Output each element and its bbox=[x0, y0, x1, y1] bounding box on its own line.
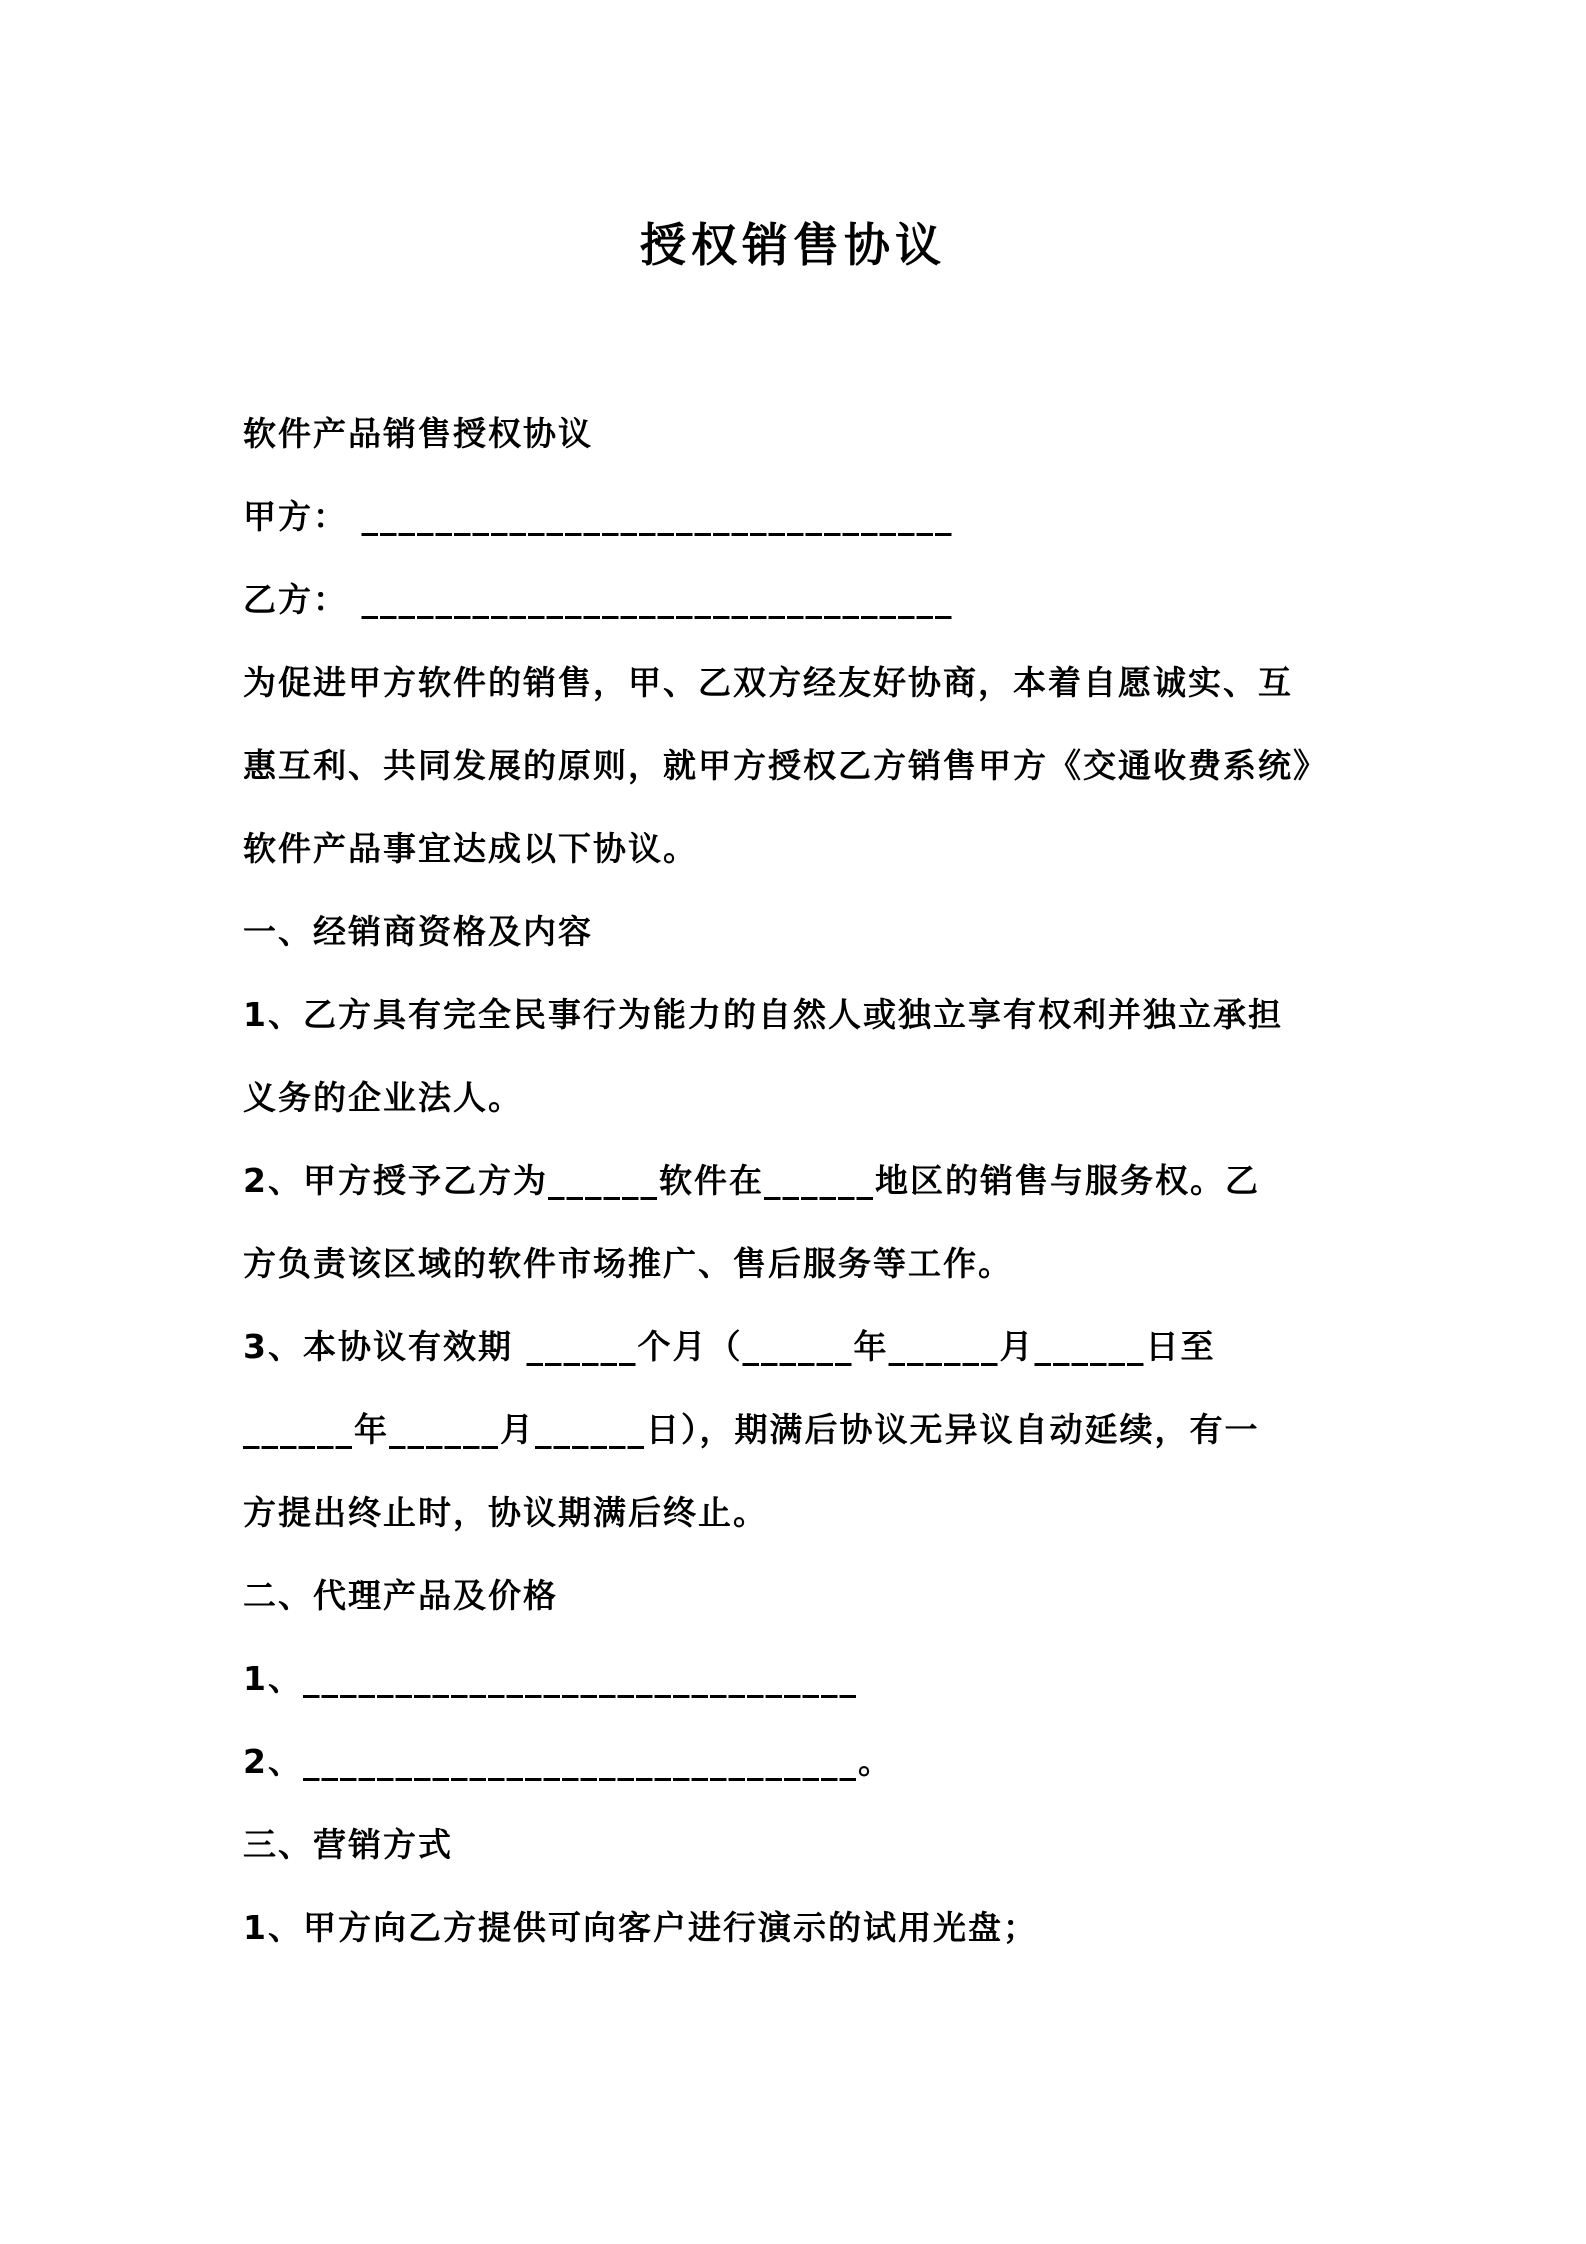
document-line-section-3-item-1: 1、甲方向乙方提供可向客户进行演示的试用光盘； bbox=[243, 1908, 1038, 1947]
document-line-section-3-heading: 三、营销方式 bbox=[243, 1825, 453, 1864]
document-line-section-2-item-1: 1、______________________________ bbox=[243, 1659, 858, 1698]
document-line-section-1-item-3b: ______年______月______日），期满后协议无异议自动延续，有一 bbox=[243, 1410, 1260, 1449]
document-line-preamble-3: 软件产品事宜达成以下协议。 bbox=[243, 829, 698, 868]
document-body bbox=[243, 392, 1423, 1969]
document-line-section-1-heading: 一、经销商资格及内容 bbox=[243, 912, 593, 951]
document-line-party-a: 甲方： ________________________________ bbox=[243, 497, 954, 536]
document-line-section-2-item-2: 2、______________________________。 bbox=[243, 1742, 893, 1781]
document-line-section-1-item-2b: 方负责该区域的软件市场推广、售后服务等工作。 bbox=[243, 1244, 1013, 1283]
document-line-section-1-item-1b: 义务的企业法人。 bbox=[243, 1078, 523, 1117]
document-line-preamble-2: 惠互利、共同发展的原则，就甲方授权乙方销售甲方《交通收费系统》 bbox=[243, 746, 1328, 785]
document-line-section-1-item-2a: 2、甲方授予乙方为______软件在______地区的销售与服务权。乙 bbox=[243, 1161, 1260, 1200]
document-line-section-1-item-1a: 1、乙方具有完全民事行为能力的自然人或独立享有权利并独立承担 bbox=[243, 995, 1283, 1034]
document-line-section-2-heading: 二、代理产品及价格 bbox=[243, 1576, 558, 1615]
document-line-section-1-item-3a: 3、本协议有效期 ______个月（______年______月______日至 bbox=[243, 1327, 1216, 1366]
document-title: 授权销售协议 bbox=[640, 218, 946, 272]
document-line-section-1-item-3c: 方提出终止时，协议期满后终止。 bbox=[243, 1493, 768, 1532]
document-line-preamble-1: 为促进甲方软件的销售，甲、乙双方经友好协商，本着自愿诚实、互 bbox=[243, 663, 1293, 702]
document-line-subtitle: 软件产品销售授权协议 bbox=[243, 414, 593, 453]
document-line-party-b: 乙方： ________________________________ bbox=[243, 580, 954, 619]
